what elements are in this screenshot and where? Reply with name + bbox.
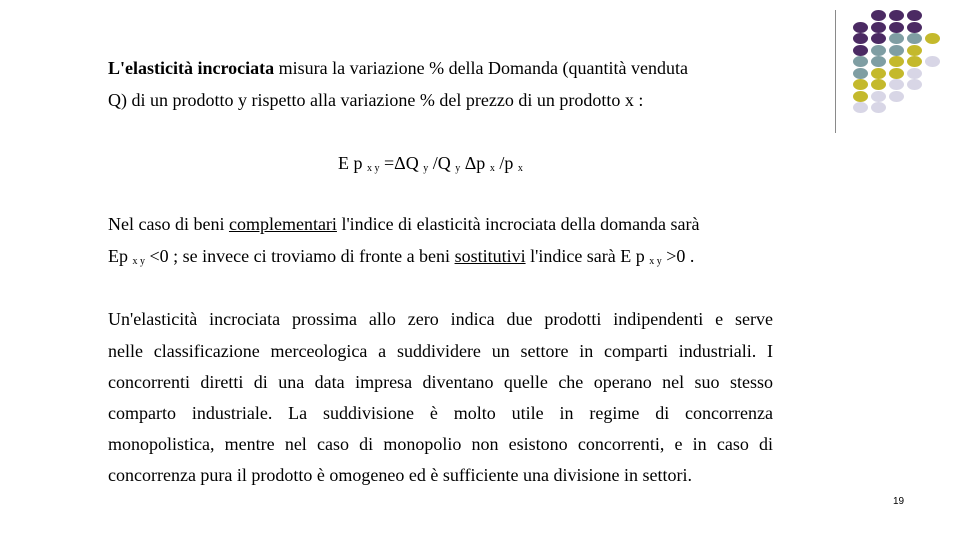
definition-line-1 xyxy=(108,58,688,79)
decorative-dot xyxy=(871,22,886,33)
zero-elasticity-line-1: Un'elasticità incrociata prossima allo zero indica due prodotti indipendenti e serve xyxy=(108,309,773,329)
decorative-dot xyxy=(853,56,868,67)
decorative-dot xyxy=(907,68,922,79)
decorative-dot xyxy=(925,33,940,44)
subscript-xy: x y xyxy=(132,256,145,267)
term-elasticita-incrociata: L'elasticità incrociata xyxy=(108,58,275,78)
decorative-dot xyxy=(889,91,904,102)
decorative-dot xyxy=(907,10,922,21)
decorative-dot xyxy=(853,33,868,44)
zero-elasticity-line-6: concorrenza pura il prodotto è omogeneo ed è sufficiente una divisione in settori. xyxy=(108,465,692,485)
decorative-dot xyxy=(871,10,886,21)
definition-line-1-text: misura la variazione % della Domanda (quantità venduta xyxy=(274,58,688,78)
decorative-dot xyxy=(889,68,904,79)
decorative-dot xyxy=(871,45,886,56)
decorative-dot xyxy=(871,56,886,67)
formula-subscript-y: y xyxy=(423,163,429,174)
decorative-dot xyxy=(907,79,922,90)
decorative-dot xyxy=(853,91,868,102)
decorative-dot xyxy=(907,45,922,56)
decorative-dot xyxy=(853,79,868,90)
decorative-vertical-line xyxy=(835,10,836,133)
decorative-dot xyxy=(871,33,886,44)
term-sostitutivi: sostitutivi xyxy=(454,246,526,266)
complementary-line-1 xyxy=(108,214,700,235)
text-segment: >0 . xyxy=(661,246,695,266)
decorative-dot xyxy=(871,91,886,102)
decorative-dot-grid xyxy=(853,10,953,120)
decorative-dot xyxy=(853,68,868,79)
complementary-line-2 xyxy=(108,246,694,267)
text-segment: Nel caso di beni xyxy=(108,214,229,234)
decorative-dot xyxy=(871,79,886,90)
formula-q: /Q xyxy=(428,153,451,173)
text-segment: <0 ; se invece ci troviamo di fronte a beni xyxy=(145,246,455,266)
decorative-dot xyxy=(853,22,868,33)
decorative-dot xyxy=(889,45,904,56)
zero-elasticity-line-4: comparto industriale. La suddivisione è molto utile in regime di concorrenza xyxy=(108,403,773,423)
decorative-dot xyxy=(853,102,868,113)
decorative-dot xyxy=(853,45,868,56)
formula-delta-q: =ΔQ xyxy=(379,153,419,173)
decorative-dot xyxy=(871,68,886,79)
formula-subscript-x: x xyxy=(489,163,495,174)
definition-line-2: Q) di un prodotto y rispetto alla variazione % del prezzo di un prodotto x : xyxy=(108,90,644,110)
decorative-dot xyxy=(907,56,922,67)
text-segment: Ep xyxy=(108,246,128,266)
decorative-dot xyxy=(889,79,904,90)
decorative-dot xyxy=(907,33,922,44)
decorative-dot xyxy=(871,102,886,113)
formula-subscript-x: x xyxy=(517,163,523,174)
decorative-dot xyxy=(907,22,922,33)
zero-elasticity-line-5: monopolistica, mentre nel caso di monopolio non esistono concorrenti, e in caso di xyxy=(108,434,773,454)
decorative-dot xyxy=(889,10,904,21)
decorative-dot xyxy=(889,33,904,44)
decorative-dot xyxy=(889,56,904,67)
formula-p: /p xyxy=(494,153,514,173)
formula-subscript-xy: x y xyxy=(367,163,380,174)
text-segment: l'indice di elasticità incrociata della domanda sarà xyxy=(336,214,700,234)
formula-subscript-y: y xyxy=(455,163,461,174)
subscript-xy: x y xyxy=(649,256,662,267)
term-complementari: complementari xyxy=(228,214,337,234)
zero-elasticity-line-3: concorrenti diretti di una data impresa diventano quelle che operano nel suo stesso xyxy=(108,372,773,392)
elasticity-formula xyxy=(338,153,523,174)
zero-elasticity-line-2: nelle classificazione merceologica a suddividere un settore in comparti industriali. I xyxy=(108,341,773,361)
formula-delta-p: Δp xyxy=(460,153,486,173)
decorative-dot xyxy=(889,22,904,33)
formula-e: E p xyxy=(338,153,363,173)
page-number: 19 xyxy=(893,496,905,507)
decorative-dot xyxy=(925,56,940,67)
text-segment: l'indice sarà E p xyxy=(525,246,645,266)
